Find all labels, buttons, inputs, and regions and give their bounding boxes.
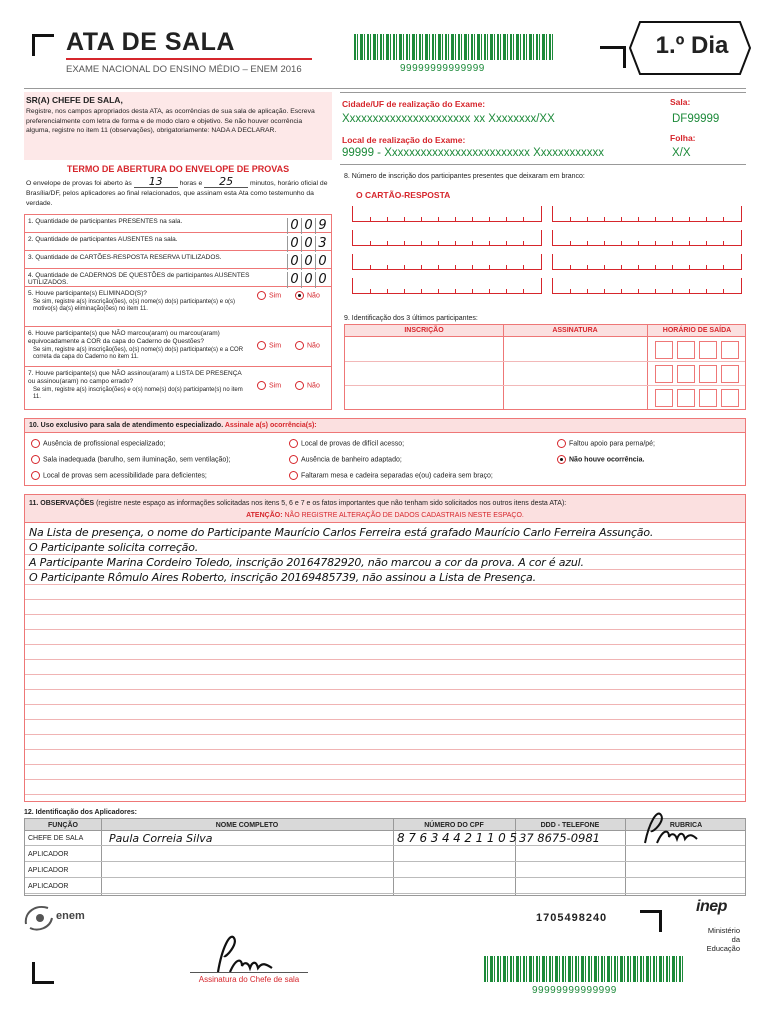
item8-tick xyxy=(570,265,571,269)
radio-circle[interactable] xyxy=(257,291,266,300)
item8-tick xyxy=(421,241,422,245)
option-radio[interactable] xyxy=(31,471,40,480)
count-digit[interactable]: 0 xyxy=(315,254,329,270)
item9-title: 9. Identificação dos 3 últimos participantes: xyxy=(344,315,478,322)
count-row xyxy=(25,269,331,287)
item8-tick xyxy=(587,217,588,221)
corner-mark-bottom-right xyxy=(640,910,662,932)
ruled-line xyxy=(25,584,745,585)
radio-circle[interactable] xyxy=(257,341,266,350)
item8-tick xyxy=(523,217,524,221)
item8-tick xyxy=(489,265,490,269)
item8-subtitle: O CARTÃO-RESPOSTA xyxy=(356,190,451,200)
applicator-funcao: APLICADOR xyxy=(28,883,69,890)
item8-inscricao-field[interactable] xyxy=(552,278,742,294)
day-label: 1.º Dia xyxy=(655,32,729,59)
item8-tick xyxy=(570,241,571,245)
item8-tick xyxy=(689,241,690,245)
ruled-line xyxy=(25,569,745,570)
question-radio-yes[interactable] xyxy=(257,381,281,390)
question-radio-no[interactable] xyxy=(295,341,320,350)
item8-tick xyxy=(655,217,656,221)
item8-tick xyxy=(672,265,673,269)
applicator-funcao: CHEFE DE SALA xyxy=(28,835,84,842)
option-label: Faltaram mesa e cadeira separadas e(ou) cadeira sem braço; xyxy=(301,472,493,480)
count-digit[interactable]: 0 xyxy=(287,236,301,252)
item8-tick xyxy=(723,265,724,269)
option-label: Ausência de banheiro adaptado; xyxy=(301,456,402,464)
ruled-line xyxy=(25,629,745,630)
item10-box xyxy=(24,418,746,486)
intro-text: Registre, nos campos apropriados desta ATA, as ocorrências de sua sala de aplicação. Escreva preferencialmente com letra de forma e de modo claro e objetivo. Se não houver ocorrência alguma, registre no item 11 (observações), obrigatoriamente: NADA A DECLARAR. xyxy=(26,108,315,134)
termo-title: TERMO DE ABERTURA DO ENVELOPE DE PROVAS xyxy=(66,164,290,174)
item8-tick xyxy=(472,265,473,269)
count-digit[interactable]: 0 xyxy=(287,254,301,270)
ruled-line xyxy=(25,779,745,780)
question-row xyxy=(25,367,331,407)
radio-label: Sim xyxy=(269,382,282,390)
question-label: 7. Houve participante(s) que NÃO assinou(aram) a LISTA DE PRESENÇA ou assinou(aram) no campo errado? xyxy=(28,370,242,385)
item8-tick xyxy=(438,289,439,293)
item8-tick xyxy=(404,289,405,293)
item8-tick xyxy=(672,217,673,221)
radio-circle[interactable] xyxy=(295,341,304,350)
question-label: 5. Houve participante(s) ELIMINADO(S)? xyxy=(28,290,147,297)
col-tel: DDD - TELEFONE xyxy=(540,822,600,829)
question-sub: Se sim, registre a(s) inscrição(ões), o(s) nome(s) do(s) participante(s) e o(s) motivo(s) da(s) eliminação(ões) no item 11. xyxy=(33,299,236,312)
item8-tick xyxy=(689,265,690,269)
count-label: 1. Quantidade de participantes PRESENTES na sala. xyxy=(28,218,183,225)
question-row xyxy=(25,287,331,327)
termo-text-a: O envelope de provas foi aberto às xyxy=(26,180,132,187)
folha-value: X/X xyxy=(672,147,691,159)
ruled-line xyxy=(25,704,745,705)
item9-time-box[interactable] xyxy=(721,341,739,359)
applicator-nome[interactable]: Paula Correia Silva xyxy=(109,832,213,845)
item8-tick xyxy=(370,217,371,221)
item8-tick xyxy=(638,289,639,293)
item10-option[interactable] xyxy=(289,439,404,448)
enem-logo-icon xyxy=(22,902,56,932)
item8-tick xyxy=(489,289,490,293)
item9-row-line xyxy=(345,409,745,410)
item10-title-text: 10. Uso exclusivo para sala de atendimento especializado. xyxy=(29,422,224,429)
item9-time-box[interactable] xyxy=(677,341,695,359)
item8-tick xyxy=(387,217,388,221)
option-label: Local de provas de difícil acesso; xyxy=(301,440,405,448)
local-value: 99999 - Xxxxxxxxxxxxxxxxxxxxxxxxx Xxxxxxxxxxxx xyxy=(342,147,604,159)
item8-tick xyxy=(638,265,639,269)
item8-tick xyxy=(455,289,456,293)
chefe-signature xyxy=(200,928,300,978)
item8-tick xyxy=(621,241,622,245)
item8-tick xyxy=(472,241,473,245)
item8-tick xyxy=(604,289,605,293)
item8-tick xyxy=(638,217,639,221)
item8-tick xyxy=(723,241,724,245)
ruled-line xyxy=(25,749,745,750)
count-digits xyxy=(287,270,329,288)
count-digit[interactable]: 0 xyxy=(287,218,301,234)
page-subtitle: EXAME NACIONAL DO ENSINO MÉDIO – ENEM 2016 xyxy=(66,64,302,75)
top-barcode-number: 99999999999999 xyxy=(400,63,485,74)
termo-hours[interactable]: 13 xyxy=(134,177,178,188)
applicator-row xyxy=(25,879,745,894)
ruled-line xyxy=(25,689,745,690)
count-digit[interactable]: 0 xyxy=(287,272,301,288)
item9-time-box[interactable] xyxy=(677,389,695,407)
item9-time-box[interactable] xyxy=(655,389,673,407)
rubrica-signature xyxy=(635,803,715,857)
corner-mark-bottom-left xyxy=(32,962,54,984)
item8-tick xyxy=(587,265,588,269)
item9-divider-1 xyxy=(503,325,504,410)
intro-heading: SR(A) CHEFE DE SALA, xyxy=(26,95,123,105)
question-radio-no[interactable] xyxy=(295,381,320,390)
ruled-line xyxy=(25,734,745,735)
ruled-line xyxy=(25,599,745,600)
item9-time-box[interactable] xyxy=(699,341,717,359)
item8-tick xyxy=(421,217,422,221)
item8-tick xyxy=(672,289,673,293)
folha-label: Folha: xyxy=(670,133,696,143)
item8-tick xyxy=(438,217,439,221)
count-digit[interactable]: 9 xyxy=(315,218,329,234)
item8-tick xyxy=(689,217,690,221)
applicator-funcao: APLICADOR xyxy=(28,867,69,874)
item9-time-box[interactable] xyxy=(677,365,695,383)
sala-label: Sala: xyxy=(670,97,691,107)
item12-title: 12. Identificação dos Aplicadores: xyxy=(24,809,137,816)
ruled-line xyxy=(25,719,745,720)
item8-tick xyxy=(404,265,405,269)
ruled-line xyxy=(25,644,745,645)
item9-time-box[interactable] xyxy=(655,365,673,383)
item11-title-text: 11. OBSERVAÇÕES xyxy=(29,500,95,507)
item8-grid xyxy=(352,206,746,306)
option-label: Não houve ocorrência. xyxy=(569,456,645,464)
item10-option[interactable] xyxy=(557,439,655,448)
bottom-barcode-number: 99999999999999 xyxy=(532,985,617,996)
count-digit[interactable]: 0 xyxy=(301,272,315,288)
ruled-line xyxy=(25,794,745,795)
count-digit[interactable]: 0 xyxy=(315,272,329,288)
item8-tick xyxy=(370,241,371,245)
ruled-line xyxy=(25,539,745,540)
option-label: Local de provas sem acessibilidade para deficientes; xyxy=(43,472,207,480)
observation-line: O Participante solicita correção. xyxy=(29,541,199,554)
item8-inscricao-field[interactable] xyxy=(352,254,542,270)
item8-tick xyxy=(421,265,422,269)
count-digit[interactable]: 0 xyxy=(301,218,315,234)
header-divider xyxy=(24,88,746,89)
item8-tick xyxy=(506,241,507,245)
item8-tick xyxy=(706,241,707,245)
count-digits xyxy=(287,216,329,234)
item8-tick xyxy=(570,289,571,293)
applicator-row xyxy=(25,863,745,878)
item8-tick xyxy=(472,289,473,293)
item9-time-box[interactable] xyxy=(699,365,717,383)
item8-tick xyxy=(706,289,707,293)
item9-table xyxy=(344,324,746,410)
item8-tick xyxy=(621,265,622,269)
option-radio[interactable] xyxy=(289,439,298,448)
item11-box xyxy=(24,494,746,802)
ruled-line xyxy=(25,764,745,765)
count-digits xyxy=(287,234,329,252)
radio-circle[interactable] xyxy=(295,291,304,300)
item10-option[interactable] xyxy=(31,471,207,480)
item8-tick xyxy=(523,289,524,293)
item8-tick xyxy=(404,217,405,221)
item8-tick xyxy=(604,265,605,269)
item8-title: 8. Número de inscrição dos participantes presentes que deixaram em branco: xyxy=(344,173,585,180)
corner-mark-top-left xyxy=(32,34,54,56)
col-rubrica: RUBRICA xyxy=(669,822,703,829)
termo-text-c: minutos, horário oficial de Brasília/DF, pelos aplicadores ao final relacionados, que assinam esta Ata como testemunho da verdade. xyxy=(26,180,328,207)
top-barcode xyxy=(354,34,554,60)
item8-tick xyxy=(489,241,490,245)
counts-questions-box xyxy=(24,214,332,410)
ruled-line xyxy=(25,614,745,615)
col-funcao: FUNÇÃO xyxy=(48,822,78,829)
item8-tick xyxy=(387,265,388,269)
item8-tick xyxy=(387,241,388,245)
count-label: 2. Quantidade de participantes AUSENTES na sala. xyxy=(28,236,178,243)
item8-tick xyxy=(570,217,571,221)
serial-number: 1705498240 xyxy=(536,912,608,924)
item8-tick xyxy=(455,265,456,269)
item9-time-box[interactable] xyxy=(655,341,673,359)
count-row xyxy=(25,215,331,233)
option-label: Ausência de profissional especializado; xyxy=(43,440,166,448)
ministry-label xyxy=(700,926,740,953)
signature-line xyxy=(190,972,308,973)
termo-text xyxy=(26,177,332,209)
exam-info xyxy=(340,92,746,164)
count-row xyxy=(25,251,331,269)
item8-inscricao-field[interactable] xyxy=(552,206,742,222)
ministry-label-a: Ministério xyxy=(707,926,740,935)
item10-title xyxy=(29,422,317,429)
item8-inscricao-field[interactable] xyxy=(352,206,542,222)
count-digits xyxy=(287,252,329,270)
item8-tick xyxy=(672,241,673,245)
item10-option[interactable] xyxy=(31,455,231,464)
item9-time-box[interactable] xyxy=(721,389,739,407)
col-nome: NOME COMPLETO xyxy=(215,822,279,829)
applicator-cpf[interactable]: 87634421105 xyxy=(397,831,521,845)
item8-tick xyxy=(638,241,639,245)
inep-logo-label: inep xyxy=(696,898,727,915)
radio-label: Não xyxy=(307,342,320,350)
item9-row-line xyxy=(345,385,745,386)
city-value: Xxxxxxxxxxxxxxxxxxxxxx xx Xxxxxxxx/XX xyxy=(342,113,555,125)
item9-row-line xyxy=(345,361,745,362)
enem-logo-label: enem xyxy=(56,910,85,922)
option-radio[interactable] xyxy=(557,455,566,464)
applicators-table xyxy=(24,818,746,896)
observation-line: O Participante Rômulo Aires Roberto, inscrição 20169485739, não assinou a Lista de Presença. xyxy=(29,571,536,584)
item11-title xyxy=(29,499,566,508)
count-label: 3. Quantidade de CARTÕES-RESPOSTA RESERVA UTILIZADOS. xyxy=(28,254,222,261)
applicator-telefone[interactable]: 37 8675-0981 xyxy=(519,831,600,845)
count-label: 4. Quantidade de CADERNOS DE QUESTÕES de participantes AUSENTES UTILIZADOS. xyxy=(28,272,250,286)
item8-tick xyxy=(472,217,473,221)
question-label: 6. Houve participante(s) que NÃO marcou(aram) ou marcou(aram) equivocadamente a COR da capa do Caderno de Questões? xyxy=(28,330,220,345)
exam-info-divider xyxy=(340,164,746,165)
ruled-line xyxy=(25,554,745,555)
radio-label: Sim xyxy=(269,342,282,350)
radio-label: Não xyxy=(307,382,320,390)
question-radio-no[interactable] xyxy=(295,291,320,300)
corner-mark-top-right xyxy=(600,46,626,68)
item10-option[interactable] xyxy=(31,439,165,448)
local-label: Local de realização do Exame: xyxy=(342,135,466,145)
question-sub: Se sim, registre a(s) inscrição(ões), o(s) nome(s) do(s) participante(s) e a COR correta da capa do Caderno no item 11. xyxy=(33,347,244,360)
ruled-line xyxy=(25,674,745,675)
item8-tick xyxy=(370,289,371,293)
bottom-barcode xyxy=(484,956,684,982)
page-title: ATA DE SALA xyxy=(66,28,235,56)
option-radio[interactable] xyxy=(31,439,40,448)
option-label: Faltou apoio para perna/pé; xyxy=(569,440,656,448)
item8-tick xyxy=(621,289,622,293)
question-radio-yes[interactable] xyxy=(257,341,281,350)
item8-tick xyxy=(689,289,690,293)
item8-inscricao-field[interactable] xyxy=(352,278,542,294)
item8-inscricao-field[interactable] xyxy=(352,230,542,246)
radio-circle[interactable] xyxy=(295,381,304,390)
option-radio[interactable] xyxy=(557,439,566,448)
termo-text-b: horas e xyxy=(179,180,203,187)
item11-warning-text: NÃO REGISTRE ALTERAÇÃO DE DADOS CADASTRAIS NESTE ESPAÇO. xyxy=(284,512,524,519)
radio-label: Sim xyxy=(269,292,282,300)
termo-minutes[interactable]: 25 xyxy=(204,177,248,188)
item8-tick xyxy=(489,217,490,221)
applicator-funcao: APLICADOR xyxy=(28,851,69,858)
observation-line: Na Lista de presença, o nome do Participante Maurício Carlos Ferreira está grafado Maurício Carlo Ferreira Assunção. xyxy=(29,526,654,539)
item8-tick xyxy=(655,265,656,269)
item8-tick xyxy=(455,241,456,245)
item8-tick xyxy=(523,265,524,269)
item10-title-red: Assinale a(s) ocorrência(s): xyxy=(224,422,317,429)
item8-tick xyxy=(523,241,524,245)
item8-tick xyxy=(723,217,724,221)
title-underline xyxy=(66,58,312,60)
item8-tick xyxy=(506,289,507,293)
item9-col-inscricao: INSCRIÇÃO xyxy=(404,327,444,334)
item8-tick xyxy=(604,241,605,245)
item9-time-box[interactable] xyxy=(699,389,717,407)
item8-tick xyxy=(370,265,371,269)
item8-tick xyxy=(655,289,656,293)
item9-col-assinatura: ASSINATURA xyxy=(552,327,598,334)
item8-tick xyxy=(706,217,707,221)
item8-inscricao-field[interactable] xyxy=(552,254,742,270)
item9-time-box[interactable] xyxy=(721,365,739,383)
item8-tick xyxy=(587,289,588,293)
item8-tick xyxy=(404,241,405,245)
option-radio[interactable] xyxy=(289,455,298,464)
item8-tick xyxy=(438,265,439,269)
item11-title-note: (registre neste espaço as informações solicitadas nos itens 5, 6 e 7 e os fatos importantes que não tenham sido solicitados nos outros itens desta ATA): xyxy=(96,500,567,507)
question-row xyxy=(25,327,331,367)
item8-tick xyxy=(706,265,707,269)
item10-option[interactable] xyxy=(289,471,493,480)
item11-warning xyxy=(25,511,745,520)
item10-option[interactable] xyxy=(289,455,402,464)
item8-tick xyxy=(723,289,724,293)
item10-option[interactable] xyxy=(557,455,644,464)
item8-tick xyxy=(455,217,456,221)
item9-divider-2 xyxy=(647,325,648,410)
radio-circle[interactable] xyxy=(257,381,266,390)
item11-warning-label: ATENÇÃO: xyxy=(246,512,283,519)
item8-tick xyxy=(421,289,422,293)
item8-tick xyxy=(506,217,507,221)
item8-tick xyxy=(587,241,588,245)
item8-tick xyxy=(604,217,605,221)
col-cpf: NÚMERO DO CPF xyxy=(424,822,484,829)
option-label: Sala inadequada (barulho, sem iluminação, sem ventilação); xyxy=(43,456,231,464)
count-digit[interactable]: 0 xyxy=(301,236,315,252)
item8-tick xyxy=(438,241,439,245)
item8-tick xyxy=(506,265,507,269)
question-sub: Se sim, registre a(s) inscrição(ões) e o(s) nome(s) do(s) participante(s) no item 11. xyxy=(33,387,243,400)
option-radio[interactable] xyxy=(289,471,298,480)
ministry-label-b: da Educação xyxy=(706,935,740,953)
radio-label: Não xyxy=(307,292,320,300)
count-digit[interactable]: 0 xyxy=(301,254,315,270)
observation-line: A Participante Marina Cordeiro Toledo, inscrição 20164782920, não marcou a cor da prova. A cor é azul. xyxy=(29,556,584,569)
item8-tick xyxy=(655,241,656,245)
city-label: Cidade/UF de realização do Exame: xyxy=(342,99,486,109)
item8-inscricao-field[interactable] xyxy=(552,230,742,246)
signature-label: Assinatura do Chefe de sala xyxy=(198,975,300,984)
count-digit[interactable]: 3 xyxy=(315,236,329,252)
item8-tick xyxy=(387,289,388,293)
question-radio-yes[interactable] xyxy=(257,291,281,300)
intro-box xyxy=(24,92,332,160)
count-row xyxy=(25,233,331,251)
ruled-line xyxy=(25,659,745,660)
item8-tick xyxy=(621,217,622,221)
item9-col-horario: HORÁRIO DE SAÍDA xyxy=(662,327,732,334)
sala-value: DF99999 xyxy=(672,113,720,125)
option-radio[interactable] xyxy=(31,455,40,464)
